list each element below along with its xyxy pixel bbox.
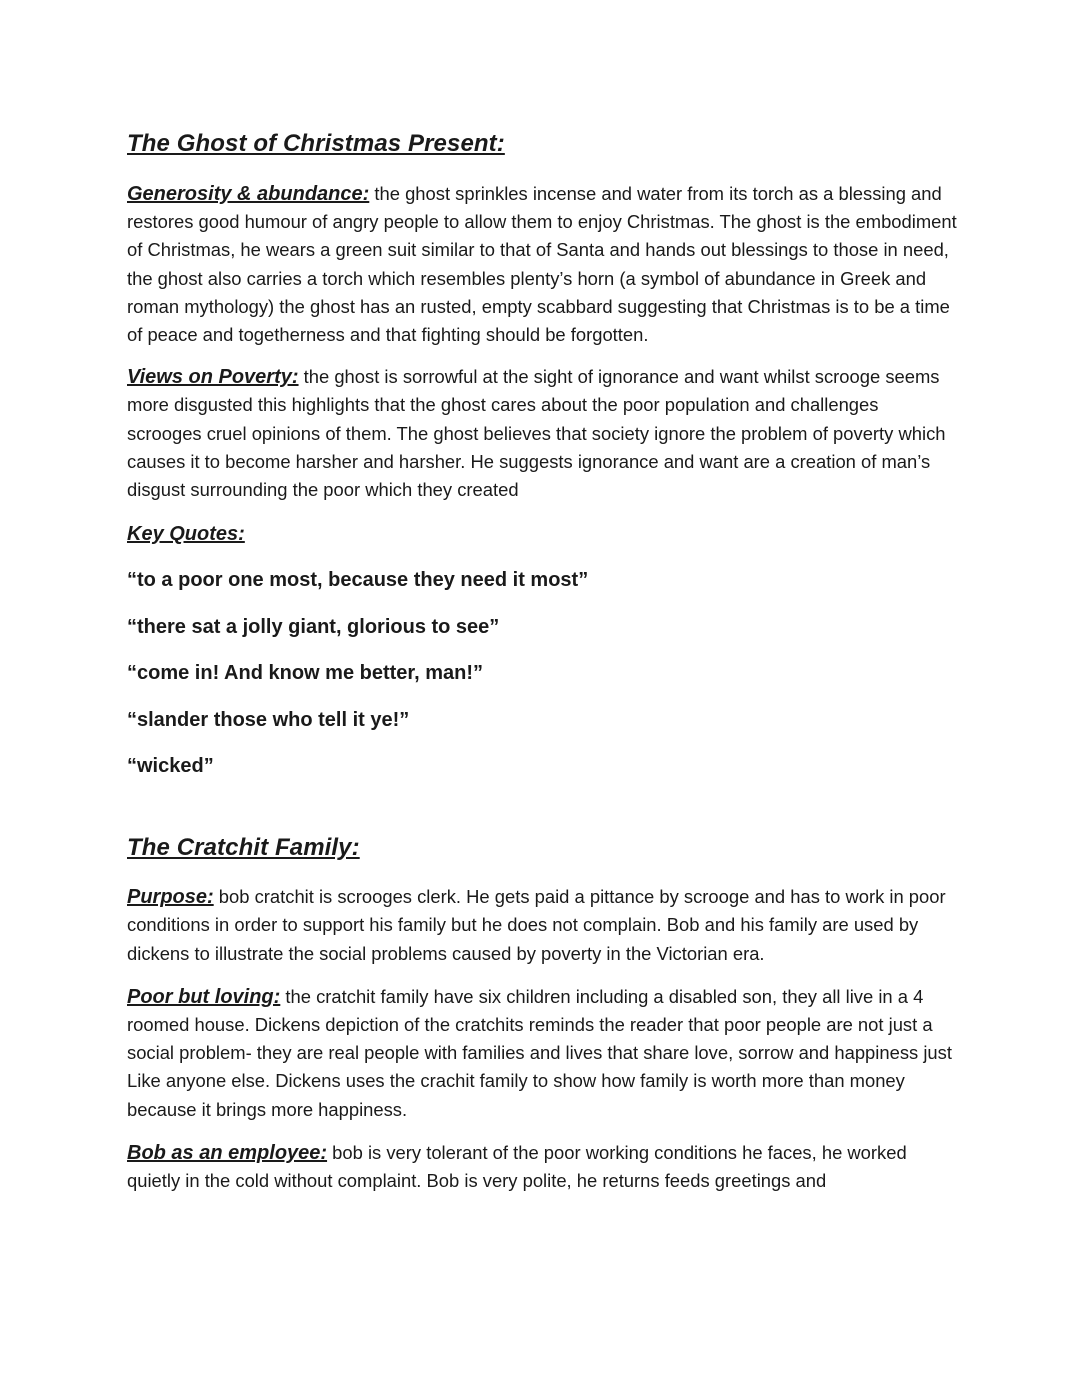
key-quote: “to a poor one most, because they need it most”	[127, 569, 589, 592]
poverty-lead: Views on Poverty:	[127, 366, 299, 389]
generosity-lead: Generosity & abundance:	[127, 183, 370, 205]
bob-employee-paragraph	[127, 1139, 957, 1195]
document-page	[127, 128, 957, 1195]
key-quote: “slander those who tell it ye!”	[127, 708, 410, 731]
key-quote: “there sat a jolly giant, glorious to see”	[127, 615, 500, 638]
generosity-paragraph	[127, 180, 957, 349]
key-quote: “come in! And know me better, man!”	[127, 662, 483, 685]
bob-employee-lead: Bob as an employee:	[127, 1141, 328, 1164]
poor-but-loving-lead: Poor but loving:	[127, 985, 281, 1008]
purpose-lead: Purpose:	[127, 886, 214, 909]
cratchit-section-title: The Cratchit Family:	[127, 834, 360, 862]
purpose-text: bob cratchit is scrooges clerk. He gets paid a pittance by scrooge and has to work in poor conditions in order to support his family but he does not complain. Bob and his family are used by dickens to illustrate the social problems caused by poverty in the Victorian era.	[127, 886, 946, 964]
bob-employee-text: bob is very tolerant of the poor working conditions he faces, he worked quietly in the cold without complaint. Bob is very polite, he returns feeds greetings and	[127, 1141, 907, 1192]
generosity-text: the ghost sprinkles incense and water from its torch as a blessing and restores good humour of angry people to allow them to enjoy Christmas. The ghost is the embodiment of Christmas, he wears a green suit similar to that of Santa and hands out blessings to those in need, the ghost also carries a torch which resembles plenty’s horn (a symbol of abundance in Greek and roman mythology) the ghost has an rusted, empty scabbard suggesting that Christmas is to be a time of peace and togetherness and that fighting should be forgotten.	[127, 183, 957, 346]
key-quotes-heading: Key Quotes:	[127, 523, 245, 546]
poor-but-loving-text: the cratchit family have six children including a disabled son, they all live in a 4 roomed house. Dickens depiction of the cratchits reminds the reader that poor people are not just a social problem- they are real people with families and lives that share love, sorrow and happiness just Like anyone else. Dickens uses the crachit family to show how family is worth more than money because it brings more happiness.	[127, 985, 952, 1120]
poverty-paragraph	[127, 363, 957, 504]
key-quote: “wicked”	[127, 755, 214, 778]
poverty-text: the ghost is sorrowful at the sight of ignorance and want whilst scrooge seems more disgusted this highlights that the ghost cares about the poor population and challenges scrooges cruel opinions of them. The ghost believes that society ignore the problem of poverty which causes it to become harsher and harsher. He suggests ignorance and want are a creation of man’s disgust surrounding the poor which they created	[127, 366, 946, 501]
purpose-paragraph	[127, 883, 957, 968]
poor-but-loving-paragraph	[127, 983, 957, 1124]
ghost-section-title: The Ghost of Christmas Present:	[127, 130, 505, 157]
